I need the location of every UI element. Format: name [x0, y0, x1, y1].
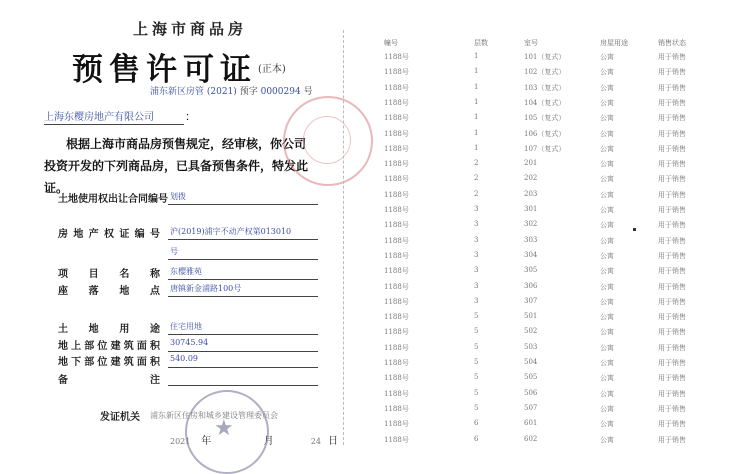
table-row	[378, 220, 723, 235]
table-cell: 用于销售	[658, 190, 686, 199]
table-cell: 103（复式）	[524, 83, 566, 92]
table-cell: 公寓	[600, 206, 614, 214]
table-row	[378, 312, 723, 327]
table-cell: 1	[474, 97, 479, 106]
table-cell: 公寓	[600, 190, 614, 199]
field-value: 东樱雅苑	[170, 267, 202, 276]
table-cell: 用于销售	[658, 359, 686, 367]
table-row	[378, 251, 723, 266]
issuer-label: 发证机关	[100, 412, 140, 423]
table-row	[378, 174, 723, 189]
table-cell: 503	[524, 342, 538, 351]
table-cell: 305	[524, 266, 538, 275]
table-cell: 1188号	[384, 313, 409, 322]
table-cell: 公寓	[600, 251, 614, 260]
field-underline	[168, 351, 318, 352]
table-cell: 5	[474, 358, 479, 366]
field-label: 项目名称	[58, 269, 160, 280]
issuer-value: 浦东新区住房和城乡建设管理委员会	[150, 411, 278, 420]
table-cell: 用于销售	[658, 236, 686, 245]
table-row	[378, 435, 723, 450]
column-header: 室号	[524, 39, 538, 47]
table-row	[378, 159, 723, 174]
table-cell: 202	[524, 174, 538, 183]
table-cell: 公寓	[600, 144, 614, 153]
field-label: 土地使用权出让合同编号	[58, 194, 168, 205]
table-cell: 1188号	[384, 206, 409, 214]
table-cell: 1188号	[384, 53, 409, 61]
table-cell: 1188号	[384, 328, 409, 337]
table-cell: 3	[474, 235, 479, 244]
table-cell: 1188号	[384, 251, 409, 260]
table-cell: 用于销售	[658, 144, 686, 153]
table-cell: 601	[524, 419, 538, 428]
table-cell: 1188号	[384, 190, 409, 199]
field-label: 座落地点	[58, 286, 160, 297]
field-underline	[168, 385, 318, 386]
table-cell: 1	[474, 128, 479, 137]
table-cell: 公寓	[600, 160, 614, 169]
table-cell: 公寓	[600, 53, 614, 61]
table-cell: 1188号	[384, 236, 409, 245]
table-cell: 1	[474, 67, 479, 76]
table-cell: 5	[474, 388, 479, 397]
field-row	[0, 353, 345, 369]
table-row	[378, 67, 723, 82]
table-cell: 用于销售	[658, 313, 686, 322]
field-underline	[168, 296, 318, 297]
table-row	[378, 190, 723, 205]
table-cell: 公寓	[600, 68, 614, 77]
field-underline	[168, 204, 318, 205]
field-underline	[168, 334, 318, 335]
table-cell: 1188号	[384, 343, 409, 352]
table-cell: 304	[524, 250, 538, 259]
field-row	[0, 190, 345, 206]
table-cell: 1188号	[384, 68, 409, 77]
table-cell: 1188号	[384, 221, 409, 230]
table-cell: 用于销售	[658, 389, 686, 398]
field-value: 540.09	[170, 354, 198, 363]
table-cell: 公寓	[600, 343, 614, 352]
table-cell: 用于销售	[658, 343, 686, 352]
field-value: 住宅用地	[170, 322, 202, 331]
table-cell: 602	[524, 434, 538, 443]
field-row	[0, 337, 345, 353]
table-row	[378, 297, 723, 312]
table-row	[378, 83, 723, 98]
field-value: 划拨	[170, 192, 186, 201]
table-cell: 3	[474, 220, 479, 229]
table-cell: 公寓	[600, 282, 614, 291]
table-cell: 1188号	[384, 83, 409, 92]
table-cell: 用于销售	[658, 328, 686, 337]
table-cell: 用于销售	[658, 129, 686, 138]
field-label: 地下部位建筑面积	[58, 357, 160, 368]
table-cell: 公寓	[600, 389, 614, 398]
table-cell: 用于销售	[658, 83, 686, 92]
table-cell: 用于销售	[658, 221, 686, 230]
field-row	[0, 225, 345, 241]
table-cell: 公寓	[600, 420, 614, 429]
seal-star-icon: ★	[214, 416, 234, 441]
table-row	[378, 327, 723, 342]
permit-mid: 预字	[239, 87, 258, 97]
table-cell: 307	[524, 296, 538, 305]
table-cell: 5	[474, 342, 479, 351]
table-cell: 6	[474, 419, 479, 428]
table-cell: 用于销售	[658, 297, 686, 306]
table-cell: 506	[524, 388, 538, 397]
date-year-label: 年	[201, 436, 212, 447]
table-cell: 1188号	[384, 435, 409, 444]
table-cell: 203	[524, 189, 538, 198]
table-cell: 101（复式）	[524, 53, 566, 61]
table-cell: 1188号	[384, 359, 409, 367]
column-header: 房屋用途	[600, 39, 628, 47]
table-cell: 用于销售	[658, 206, 686, 214]
table-cell: 301	[524, 205, 538, 213]
field-row	[0, 282, 345, 298]
table-cell: 用于销售	[658, 68, 686, 77]
table-cell: 3	[474, 281, 479, 290]
main-title: 预售许可证	[72, 52, 257, 88]
table-cell: 2	[474, 174, 479, 183]
table-cell: 用于销售	[658, 435, 686, 444]
table-cell: 1188号	[384, 114, 409, 123]
table-cell: 504	[524, 358, 538, 366]
column-header: 销售状态	[658, 39, 686, 47]
table-row	[378, 389, 723, 404]
table-cell: 1188号	[384, 282, 409, 291]
field-row	[0, 371, 345, 387]
table-row	[378, 98, 723, 113]
field-label: 备注	[58, 375, 160, 386]
table-cell: 1188号	[384, 98, 409, 107]
table-cell: 1188号	[384, 404, 409, 413]
table-cell: 3	[474, 296, 479, 305]
table-cell: 3	[474, 266, 479, 275]
table-cell: 1188号	[384, 389, 409, 398]
table-row	[378, 373, 723, 388]
permit-number	[150, 84, 313, 97]
copy-type: (正本)	[258, 64, 286, 75]
field-row	[0, 245, 345, 261]
table-row	[378, 343, 723, 358]
table-cell: 公寓	[600, 328, 614, 337]
permit-serial: 0000294	[260, 87, 301, 97]
table-cell: 1	[474, 113, 479, 122]
table-cell: 用于销售	[658, 53, 686, 61]
table-cell: 502	[524, 327, 538, 336]
date-year-value: 2021	[170, 437, 191, 446]
table-cell: 用于销售	[658, 267, 686, 276]
table-cell: 公寓	[600, 404, 614, 413]
table-row	[378, 113, 723, 128]
table-row	[378, 144, 723, 159]
intro-paragraph: 根据上海市商品房预售规定，经审核，你公司投资开发的下列商品房，已具备预售条件，特发此证。	[44, 137, 309, 195]
table-cell: 1188号	[384, 297, 409, 306]
table-cell: 用于销售	[658, 404, 686, 413]
table-cell: 用于销售	[658, 420, 686, 429]
table-row	[378, 52, 723, 67]
table-cell: 用于销售	[658, 374, 686, 383]
table-cell: 105（复式）	[524, 114, 566, 123]
table-cell: 2	[474, 159, 479, 168]
permit-year: (2021)	[206, 87, 237, 97]
table-cell: 1188号	[384, 160, 409, 169]
table-cell: 1	[474, 82, 479, 91]
table-cell: 303	[524, 235, 538, 244]
table-cell: 公寓	[600, 221, 614, 230]
table-header	[378, 38, 723, 50]
table-cell: 用于销售	[658, 251, 686, 260]
table-cell: 306	[524, 281, 538, 290]
table-cell: 1188号	[384, 144, 409, 153]
table-row	[378, 266, 723, 281]
field-row	[0, 265, 345, 281]
certificate-panel	[0, 0, 345, 450]
field-value: 30745.94	[170, 338, 209, 347]
table-cell: 2	[474, 189, 479, 198]
table-cell: 5	[474, 373, 479, 382]
table-cell: 1	[474, 143, 479, 152]
field-row	[0, 320, 345, 336]
table-cell: 公寓	[600, 313, 614, 322]
table-cell: 5	[474, 327, 479, 336]
company-colon: ：	[185, 110, 196, 123]
table-cell: 505	[524, 373, 538, 382]
perforation-line	[343, 30, 344, 445]
table-cell: 公寓	[600, 83, 614, 92]
table-cell: 公寓	[600, 129, 614, 138]
table-cell: 1188号	[384, 175, 409, 184]
table-cell: 6	[474, 434, 479, 443]
table-row	[378, 236, 723, 251]
table-cell: 1	[474, 52, 479, 60]
table-row	[378, 129, 723, 144]
field-value: 唐镇新金浦路100号	[170, 284, 242, 293]
table-cell: 1188号	[384, 129, 409, 138]
speck	[633, 228, 636, 231]
date-day-value: 24	[310, 437, 321, 446]
date-day-label: 日	[327, 436, 338, 447]
table-cell: 501	[524, 312, 538, 321]
table-cell: 507	[524, 403, 538, 412]
table-cell: 201	[524, 159, 538, 168]
table-row	[378, 205, 723, 220]
table-cell: 1188号	[384, 267, 409, 276]
table-row	[378, 282, 723, 297]
table-cell: 用于销售	[658, 160, 686, 169]
field-label: 房地产权证编号	[58, 229, 160, 240]
table-cell: 公寓	[600, 267, 614, 276]
table-cell: 用于销售	[658, 175, 686, 184]
table-cell: 104（复式）	[524, 98, 566, 107]
table-cell: 公寓	[600, 236, 614, 245]
table-cell: 102（复式）	[524, 68, 566, 77]
table-cell: 5	[474, 312, 479, 321]
table-cell: 107（复式）	[524, 144, 566, 153]
field-label: 土地用途	[58, 324, 160, 335]
permit-prefix: 浦东新区房管	[150, 87, 205, 97]
column-header: 幢号	[384, 39, 398, 47]
table-cell: 1188号	[384, 374, 409, 383]
table-cell: 用于销售	[658, 98, 686, 107]
table-cell: 用于销售	[658, 282, 686, 291]
table-cell: 106（复式）	[524, 129, 566, 138]
table-cell: 公寓	[600, 359, 614, 367]
permit-suffix: 号	[303, 87, 313, 97]
table-cell: 公寓	[600, 175, 614, 184]
table-cell: 3	[474, 250, 479, 259]
field-underline	[168, 279, 318, 280]
field-underline	[168, 239, 318, 240]
table-cell: 公寓	[600, 114, 614, 123]
table-row	[378, 358, 723, 373]
city-title: 上海市商品房	[132, 20, 247, 38]
table-row	[378, 419, 723, 434]
field-underline	[168, 367, 318, 368]
company-name: 上海东樱房地产有限公司	[44, 108, 184, 125]
field-value: 号	[170, 247, 178, 256]
table-cell: 1188号	[384, 420, 409, 429]
field-value: 沪(2019)浦字不动产权第013010	[170, 227, 292, 236]
table-cell: 公寓	[600, 374, 614, 383]
table-cell: 公寓	[600, 297, 614, 306]
field-label: 地上部位建筑面积	[58, 341, 160, 352]
table-cell: 用于销售	[658, 114, 686, 123]
table-cell: 3	[474, 205, 479, 213]
table-cell: 5	[474, 403, 479, 412]
table-row	[378, 404, 723, 419]
table-cell: 302	[524, 220, 538, 229]
table-cell: 公寓	[600, 435, 614, 444]
date-month-label: 月	[263, 436, 274, 447]
field-underline	[168, 259, 318, 260]
column-header: 层数	[474, 39, 488, 47]
table-cell: 公寓	[600, 98, 614, 107]
